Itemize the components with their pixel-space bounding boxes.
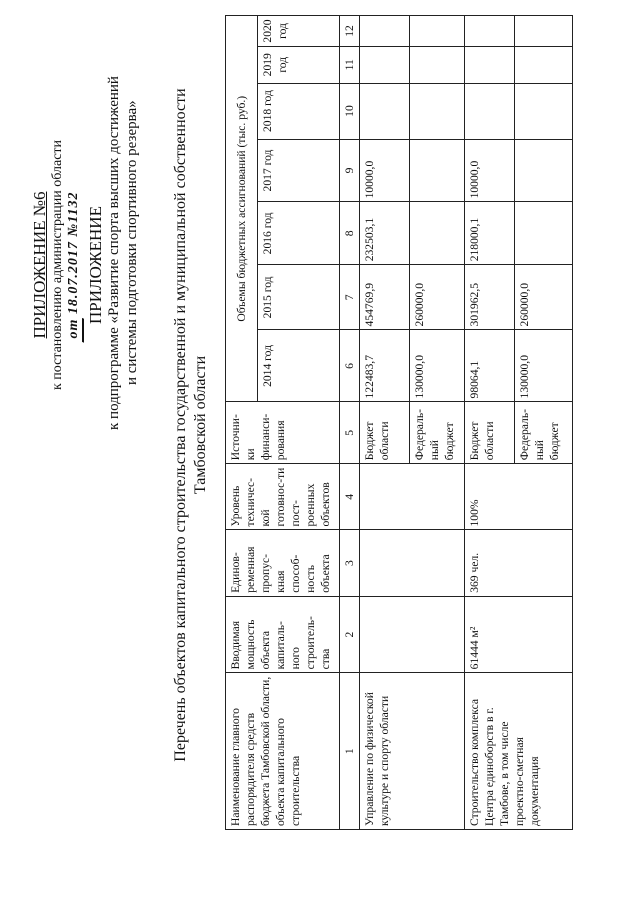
row-value: 260000,0 bbox=[410, 265, 465, 330]
document-title-line-1: Перечень объектов капитального строительства государственной и муниципальной собственности bbox=[172, 88, 189, 762]
header-readiness: Уровень техничес-кой готовнос-ти пост-роенных объектов bbox=[226, 464, 340, 530]
row-source: Федераль-ный бюджет bbox=[515, 402, 573, 464]
header-volumes: Объемы бюджетных ассигнований (тыс. руб.) bbox=[226, 16, 258, 402]
table-row bbox=[360, 16, 410, 830]
column-number: 9 bbox=[340, 139, 360, 202]
row-value: 130000,0 bbox=[410, 330, 465, 402]
row-value bbox=[465, 83, 515, 139]
header-year: 2020 год bbox=[258, 16, 340, 47]
subprogram-line-2: и системы подготовки спортивного резерва» bbox=[124, 100, 140, 385]
row-value: 98064,1 bbox=[465, 330, 515, 402]
row-value bbox=[360, 16, 410, 47]
column-number: 8 bbox=[340, 202, 360, 265]
row-value: 260000,0 bbox=[515, 265, 573, 330]
header-year: 2017 год bbox=[258, 139, 340, 202]
row-value: 10000,0 bbox=[360, 139, 410, 202]
column-number: 7 bbox=[340, 265, 360, 330]
row-value: 218000,1 bbox=[465, 202, 515, 265]
table-row bbox=[465, 16, 515, 830]
subprogram-line-1: к подпрограмме «Развитие спорта высших достижений bbox=[106, 76, 122, 430]
row-value: 301962,5 bbox=[465, 265, 515, 330]
column-number: 11 bbox=[340, 46, 360, 83]
row-name: Управление по физической культуре и спорту области bbox=[360, 673, 465, 830]
column-number: 12 bbox=[340, 16, 360, 47]
row-value bbox=[465, 16, 515, 47]
row-source: Бюджет области bbox=[360, 402, 410, 464]
column-number: 1 bbox=[340, 673, 360, 830]
row-value: 122483,7 bbox=[360, 330, 410, 402]
header-name: Наименование главного распорядителя средств бюджета Тамбовской области, объекта капитального строительства bbox=[226, 673, 340, 830]
column-number-row bbox=[340, 16, 360, 830]
row-source: Бюджет области bbox=[465, 402, 515, 464]
row-readiness bbox=[360, 464, 465, 530]
row-value: 10000,0 bbox=[465, 139, 515, 202]
header-capacity: Вводимая мощность объекта капиталь-ного строитель-ства bbox=[226, 596, 340, 673]
row-value bbox=[410, 83, 465, 139]
row-value bbox=[515, 202, 573, 265]
header-year: 2019 год bbox=[258, 46, 340, 83]
decree-line: к постановлению администрации области bbox=[50, 139, 65, 391]
row-value: 130000,0 bbox=[515, 330, 573, 402]
row-value bbox=[515, 46, 573, 83]
row-value bbox=[410, 139, 465, 202]
column-number: 4 bbox=[340, 464, 360, 530]
row-readiness: 100% bbox=[465, 464, 573, 530]
row-value bbox=[360, 46, 410, 83]
appendix-number: ПРИЛОЖЕНИЕ №6 bbox=[30, 191, 49, 339]
header-year: 2014 год bbox=[258, 330, 340, 402]
header-year: 2015 год bbox=[258, 265, 340, 330]
row-value bbox=[410, 16, 465, 47]
row-value bbox=[515, 139, 573, 202]
row-throughput: 369 чел. bbox=[465, 530, 573, 596]
document-title-line-2: Тамбовской области bbox=[192, 355, 209, 495]
column-number: 5 bbox=[340, 402, 360, 464]
capital-construction-table bbox=[225, 15, 573, 830]
header-source: Источни-ки финанси-рования bbox=[226, 402, 340, 464]
row-name: Строительство комплекса Центра единоборств в г. Тамбове, в том числе проектно-сметная документация bbox=[465, 673, 573, 830]
decree-date: от 18.07.2017 №1132 bbox=[66, 191, 81, 339]
row-value bbox=[465, 46, 515, 83]
signature-mark bbox=[72, 313, 84, 343]
row-capacity bbox=[360, 596, 465, 673]
appendix-title: ПРИЛОЖЕНИЕ bbox=[86, 206, 105, 324]
header-throughput: Единов-ременная пропус-кная способ-ность объекта bbox=[226, 530, 340, 596]
column-number: 3 bbox=[340, 530, 360, 596]
row-value bbox=[515, 83, 573, 139]
row-value bbox=[360, 83, 410, 139]
header-year: 2018 год bbox=[258, 83, 340, 139]
column-number: 6 bbox=[340, 330, 360, 402]
row-value bbox=[410, 46, 465, 83]
row-source: Федераль-ный бюджет bbox=[410, 402, 465, 464]
column-number: 2 bbox=[340, 596, 360, 673]
row-throughput bbox=[360, 530, 465, 596]
header-year: 2016 год bbox=[258, 202, 340, 265]
row-value: 454769,9 bbox=[360, 265, 410, 330]
row-value bbox=[515, 16, 573, 47]
row-value: 232503,1 bbox=[360, 202, 410, 265]
row-value bbox=[410, 202, 465, 265]
column-number: 10 bbox=[340, 83, 360, 139]
row-capacity: 61444 м² bbox=[465, 596, 573, 673]
